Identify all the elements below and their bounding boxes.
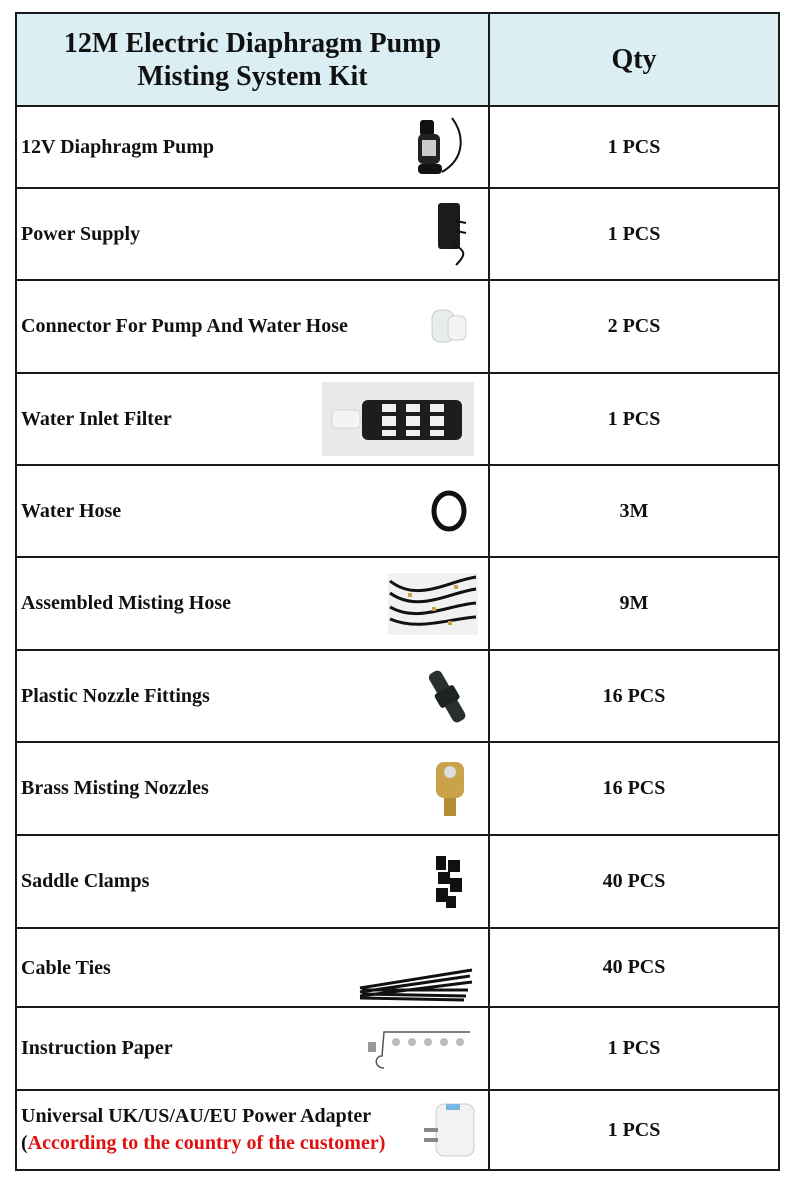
table-row [17,464,778,556]
item-cell [17,1091,490,1169]
pump-icon [412,114,472,180]
power-supply-icon [434,201,470,267]
item-qty: 40 PCS [602,956,666,978]
item-cell [17,107,490,187]
item-name: Brass Misting Nozzles [21,777,209,799]
item-qty: 9M [619,592,649,614]
item-name-block [17,1103,385,1157]
item-cell [17,466,490,556]
item-qty: 16 PCS [602,777,666,799]
instruction-diagram-icon [366,1026,474,1072]
item-qty: 40 PCS [602,870,666,892]
item-cell [17,651,490,741]
item-qty: 3M [619,499,649,522]
item-name: Saddle Clamps [21,870,150,892]
item-qty: 1 PCS [607,1118,661,1141]
item-qty: 2 PCS [607,315,661,337]
item-name: Universal UK/US/AU/EU Power Adapter [21,1105,372,1127]
item-name: Water Hose [21,499,122,522]
item-name: Power Supply [21,222,141,245]
item-name: Plastic Nozzle Fittings [21,684,210,707]
cable-ties-icon [356,962,476,1002]
item-note: (According to the country of the customer) [21,1132,386,1154]
kit-contents-table [15,12,780,1171]
table-header-row [17,14,778,105]
item-cell [17,743,490,834]
item-qty: 1 PCS [607,135,661,158]
table-row [17,372,778,464]
table-row [17,556,778,649]
item-qty: 1 PCS [607,407,661,430]
filter-icon [322,382,474,456]
table-row [17,649,778,741]
saddle-clamps-icon [432,852,466,912]
table-row [17,1089,778,1169]
table-row [17,187,778,279]
item-cell [17,189,490,279]
item-cell [17,558,490,649]
item-qty: 1 PCS [607,222,661,245]
hose-coil-icon [430,490,468,532]
item-cell [17,281,490,372]
connector-icon [430,306,470,348]
item-qty: 1 PCS [607,1037,661,1059]
kit-title [64,27,441,93]
item-name: 12V Diaphragm Pump [21,135,214,158]
item-name: Instruction Paper [21,1037,173,1059]
kit-title-line-2: Misting System Kit [137,60,368,92]
item-cell [17,836,490,927]
table-row [17,279,778,372]
item-name: Connector For Pump And Water Hose [21,315,348,337]
table-row [17,741,778,834]
item-name: Water Inlet Filter [21,407,172,430]
item-cell [17,374,490,464]
table-row [17,105,778,187]
country-note: According to the country of the customer [27,1132,379,1154]
brass-nozzle-icon [434,760,466,818]
item-name: Assembled Misting Hose [21,592,231,614]
header-qty-cell: Qty [490,14,778,105]
misting-hose-icon [388,573,478,635]
table-row [17,1006,778,1089]
header-title-cell [17,14,490,105]
table-row [17,927,778,1006]
nozzle-fitting-icon [428,666,468,726]
kit-title-line-1: 12M Electric Diaphragm Pump [63,27,442,59]
item-cell [17,929,490,1006]
item-qty: 16 PCS [602,684,666,707]
power-adapter-icon [420,1100,478,1160]
item-cell [17,1008,490,1089]
table-row [17,834,778,927]
item-name: Cable Ties [21,957,111,979]
